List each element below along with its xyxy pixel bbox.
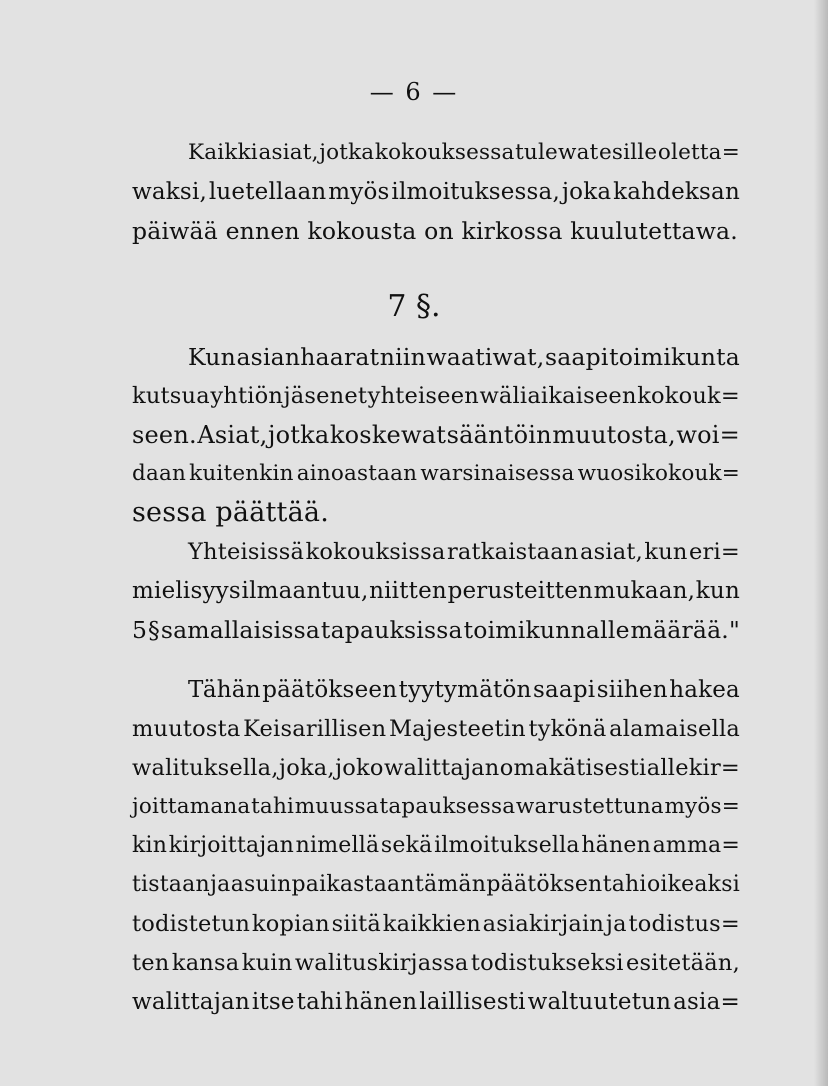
text-line [132,376,740,416]
word: mukaan, [593,578,696,604]
word: päätöksen [486,872,603,897]
word: kuitenkin [189,461,294,486]
word: walittajan [383,755,500,781]
text-line [132,748,740,788]
word: siitä [331,911,381,937]
word: oikeaksi [646,872,740,897]
word: kaikkien [382,911,481,937]
word: ilmoituksessa, [391,179,560,205]
word: päätökseen [262,677,398,703]
word: warsinaisessa [420,461,575,486]
word: muutosta [132,716,241,742]
word: woi= [676,421,740,449]
word: kopian [251,911,330,937]
word: asiat, [579,539,643,565]
word: luetellaan [208,179,327,205]
word: kokouk= [637,383,740,409]
word: Asiat, [197,421,268,449]
word: ilmaantuu, [241,578,369,604]
text-line [132,172,740,212]
word: wäliaikaiseen [479,383,637,409]
text-line [132,904,740,944]
word: alamaisella [609,716,740,742]
word: mielisyys [132,578,241,604]
word: allekir= [646,755,740,781]
word: tykönä [528,716,607,742]
word: tahi [296,989,343,1015]
page-edge-shadow [814,0,828,1086]
word: omakätisesti [499,755,647,781]
section-heading: 7 §. [387,289,441,324]
word: Majesteetin [388,716,526,742]
word: toimikunnalle [463,616,630,644]
word: esille [599,140,658,165]
word: niitten [369,578,447,604]
text-line [132,571,740,611]
word: saapi [533,677,596,703]
text-line [132,787,740,827]
word: tyytymätön [398,677,532,703]
word: § [148,616,160,644]
word: tahi [602,872,647,897]
word: esitetään, [626,950,740,976]
word: walituksella, [132,755,279,781]
word: oletta= [657,140,740,165]
word: kirjoittajan [168,833,295,858]
word: warustettuna [515,794,664,819]
word: kokouksessa [374,140,515,165]
word: niin [379,343,426,371]
text-line [132,982,740,1022]
word: toimikunta [609,343,740,371]
word: hänen [581,833,651,858]
word: tämän [415,872,487,897]
word: hakea [669,677,740,703]
word: sekä [380,833,433,858]
word: myös= [664,794,740,819]
word: muussa [294,794,379,819]
page-number: — 6 — [369,78,459,106]
word: waltuutetun [527,989,672,1015]
word: nimellä [295,833,380,858]
word: kun [695,578,740,604]
word: muutosta, [552,421,676,449]
text-line [132,865,740,905]
text-line [132,133,740,173]
text-line [132,337,740,377]
word: kansa [171,950,240,976]
word: amma= [652,833,740,858]
word: Keisarillisen [243,716,387,742]
word: jäsenet [283,383,368,409]
word: tapauksessa [379,794,516,819]
word: wuosikokouk= [577,461,740,486]
text-line [132,610,740,650]
word: asuinpaikastaan [230,872,415,897]
word: ja [605,911,627,937]
word: koskewat [329,421,447,449]
word: yhtiön [210,383,284,409]
word: walituskirjassa [294,950,469,976]
word: jotka [267,421,330,449]
text-line [132,826,740,866]
word: hänen [344,989,418,1015]
word: yhteiseen [367,383,479,409]
word: kutsua [132,383,210,409]
word: jotka [319,140,375,165]
word: myös [328,179,390,205]
text-line [132,670,740,710]
word: siihen [596,677,668,703]
text-line: päiwää ennen kokousta on kirkossa kuulutettawa. [132,217,738,245]
word: waksi, [132,179,208,205]
word: tahi [251,794,295,819]
word: todistukseksi [470,950,624,976]
word: asia= [673,989,740,1015]
word: ainoastaan [296,461,418,486]
word: kuin [241,950,293,976]
text-line [132,532,740,572]
word: joka, [279,755,335,781]
word: tapauksissa [320,616,463,644]
word: Tähän [188,677,261,703]
word: ratkaistaan [446,539,579,565]
word: Kun [188,343,236,371]
word: asianhaarat [236,343,380,371]
text-line [132,454,740,494]
word: todistus= [628,911,740,937]
word: sääntöin [446,421,552,449]
word: joko [335,755,384,781]
word: kokouksissa [305,539,446,565]
text-line [132,415,740,455]
word: ilmoituksella [434,833,580,858]
text-line: sessa päättää. [132,497,329,528]
word: määrää." [630,616,740,644]
word: laillisesti [419,989,526,1015]
word: itse [251,989,295,1015]
word: seen. [132,421,197,449]
word: saapi [544,343,609,371]
word: 5 [132,616,148,644]
word: daan [132,461,187,486]
word: tistaan [132,872,210,897]
word: joka [561,179,612,205]
word: samallaisissa [160,616,321,644]
word: ja [210,872,231,897]
word: perusteitten [447,578,594,604]
word: asiakirjain [482,911,605,937]
word: kun [644,539,688,565]
word: kahdeksan [613,179,740,205]
word: kin [132,833,168,858]
word: joittamana [132,794,251,819]
word: todistetun [132,911,251,937]
word: ten [132,950,170,976]
text-line [132,709,740,749]
text-line [132,943,740,983]
word: asiat, [258,140,319,165]
word: waatiwat, [426,343,545,371]
word: walittajan [132,989,250,1015]
word: Kaikki [188,140,258,165]
word: Yhteisissä [188,539,305,565]
word: tulewat [515,140,599,165]
word: eri= [689,539,740,565]
